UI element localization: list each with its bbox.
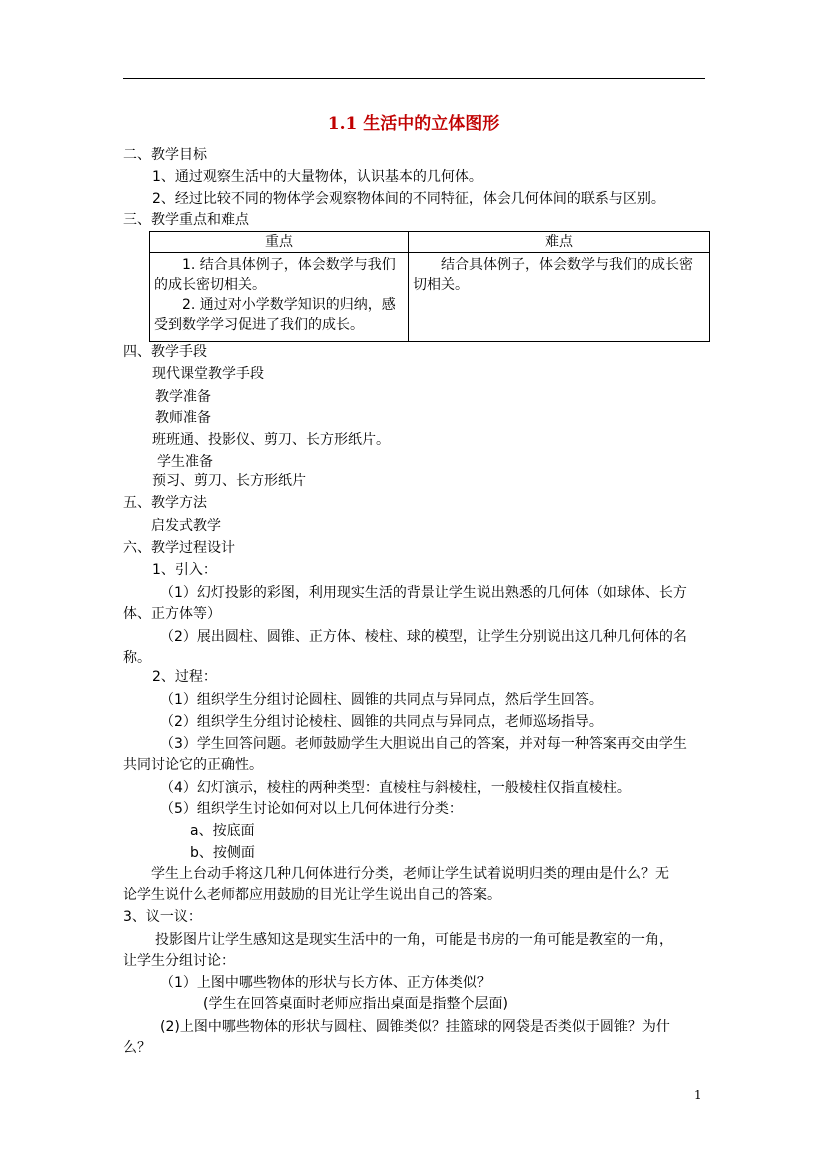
means-line: 教学准备 — [155, 389, 211, 405]
section-heading-means: 四、教学手段 — [123, 344, 207, 360]
paragraph-line: 投影图片让学生感知这是现实生活中的一角，可能是书房的一角可能是教室的一角， — [155, 932, 673, 948]
paragraph-line: （1）上图中哪些物体的形状与长方体、正方体类似？ — [160, 975, 491, 991]
section-heading-methods: 五、教学方法 — [123, 495, 207, 511]
header-rule — [123, 78, 705, 79]
paragraph-line: b、按侧面 — [190, 845, 255, 861]
page-number: 1 — [694, 1088, 702, 1102]
paragraph-line: 学生上台动手将这几种几何体进行分类，老师让学生试着说明归类的理由是什么？无 — [151, 866, 669, 882]
paragraph-line: （1）幻灯投影的彩图，利用现实生活的背景让学生说出熟悉的几何体（如球体、长方 — [160, 585, 687, 601]
key-points-table — [149, 231, 710, 342]
section-heading-objectives: 二、教学目标 — [123, 147, 207, 163]
means-line: 学生准备 — [157, 454, 213, 470]
paragraph-line: a、按底面 — [190, 823, 255, 839]
table-cell-text: 1. 结合具体例子，体会数学与我们的成长密切相关。 — [154, 257, 396, 293]
table-header-difficult: 难点 — [409, 232, 710, 253]
paragraph-line: （1）组织学生分组讨论圆柱、圆锥的共同点与异同点，然后学生回答。 — [160, 692, 603, 708]
section-heading-key-points: 三、教学重点和难点 — [123, 212, 249, 228]
paragraph-line: (学生在回答桌面时老师应指出桌面是指整个层面) — [203, 996, 508, 1012]
paragraph-line: (2)上图中哪些物体的形状与圆柱、圆锥类似？挂篮球的网袋是否类似于圆锥？为什 — [160, 1019, 670, 1035]
paragraph-line: （4）幻灯演示，棱柱的两种类型：直棱柱与斜棱柱，一般棱柱仅指直棱柱。 — [160, 780, 631, 796]
means-line: 预习、剪刀、长方形纸片 — [152, 473, 306, 489]
paragraph-line: 共同讨论它的正确性。 — [123, 757, 263, 773]
subsection-label: 1、引入： — [152, 562, 217, 578]
paragraph-line: 论学生说什么老师都应用鼓励的目光让学生说出自己的答案。 — [123, 887, 501, 903]
means-line: 教师准备 — [155, 410, 211, 426]
paragraph-line: 体、正方体等） — [123, 606, 221, 622]
objective-item: 2、经过比较不同的物体学会观察物体间的不同特征，体会几何体间的联系与区别。 — [152, 191, 665, 207]
paragraph-line: （5）组织学生讨论如何对以上几何体进行分类： — [160, 801, 463, 817]
table-header-key: 重点 — [150, 232, 409, 253]
paragraph-line: （2）展出圆柱、圆锥、正方体、棱柱、球的模型，让学生分别说出这几种几何体的名 — [160, 629, 687, 645]
means-line: 现代课堂教学手段 — [152, 366, 264, 382]
paragraph-line: 称。 — [123, 650, 151, 666]
paragraph-line: 让学生分组讨论： — [123, 953, 235, 969]
table-cell-text: 结合具体例子，体会数学与我们的成长密切相关。 — [413, 257, 693, 293]
objective-item: 1、通过观察生活中的大量物体，认识基本的几何体。 — [152, 169, 483, 185]
table-cell-difficult — [409, 253, 710, 342]
subsection-label: 2、过程： — [152, 669, 217, 685]
paragraph-line: （3）学生回答问题。老师鼓励学生大胆说出自己的答案，并对每一种答案再交由学生 — [160, 736, 687, 752]
means-line: 班班通、投影仪、剪刀、长方形纸片。 — [152, 432, 390, 448]
table-cell-text: 2. 通过对小学数学知识的归纳，感受到数学学习促进了我们的成长。 — [154, 297, 396, 333]
paragraph-line: 么？ — [123, 1040, 151, 1056]
paragraph-line: （2）组织学生分组讨论棱柱、圆锥的共同点与异同点，老师巡场指导。 — [160, 714, 603, 730]
methods-line: 启发式教学 — [151, 518, 221, 534]
subsection-label: 3、议一议： — [123, 909, 202, 925]
section-heading-process: 六、教学过程设计 — [123, 540, 235, 556]
table-cell-key — [150, 253, 409, 342]
page-title: 1.1 生活中的立体图形 — [327, 114, 500, 134]
